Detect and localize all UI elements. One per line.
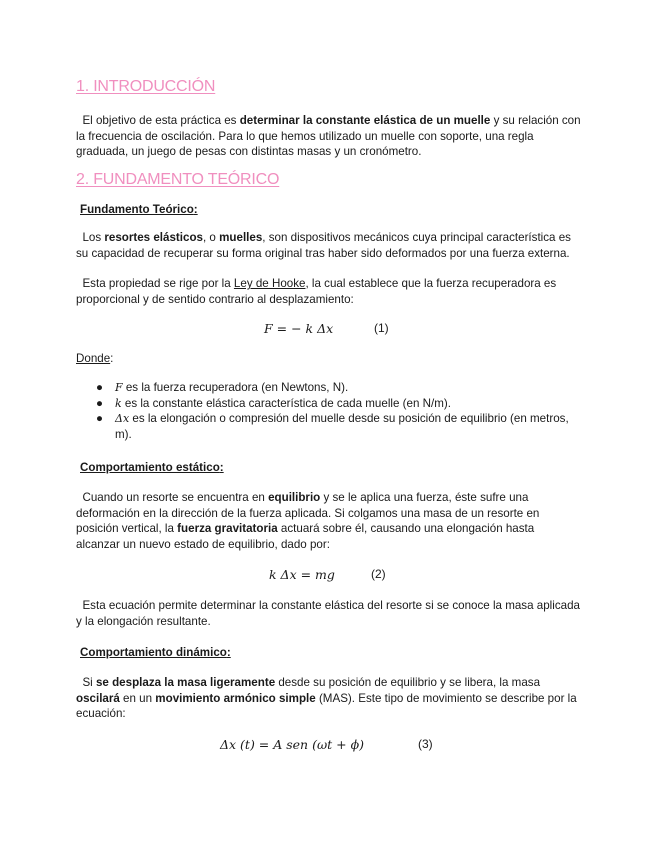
list-item-text: es la elongación o compresión del muelle desde su posición de equilibrio (en metros, m). [115, 412, 569, 441]
text-run: Si [82, 676, 96, 689]
equation-2: k Δx = mg [269, 567, 335, 582]
equation-3: Δx (t) = A sen (ωt + ϕ) [220, 737, 364, 752]
text-run: actuará sobre él, causando una elongación hasta alcanzar un nuevo estado de equilibrio, dado por: [76, 522, 535, 551]
text-run: , o [202, 231, 220, 244]
donde-text: Donde [76, 352, 111, 365]
hooke-link[interactable]: Ley de Hooke [233, 277, 306, 290]
equation-3-number: (3) [418, 737, 433, 751]
bold-run: equilibrio [268, 491, 321, 504]
bold-run: fuerza gravitatoria [177, 522, 278, 536]
text-run: Cuando un resorte se encuentra en [82, 491, 269, 504]
bold-run: muelles [219, 231, 263, 244]
bold-run: se desplaza la masa ligeramente [95, 676, 276, 689]
list-item [96, 380, 586, 396]
theory-paragraph-2 [76, 276, 581, 307]
bold-run: determinar la constante elástica de un muelle [239, 114, 491, 127]
theory-paragraph-1 [76, 230, 581, 261]
text-run: Los [82, 231, 105, 244]
text-run: , son dispositivos mecánicos cuya principal característica es su capacidad de recuperar su forma original tras haber sido deformados por una fuerza externa. [76, 231, 571, 260]
equation-2-number: (2) [371, 567, 386, 581]
text-run: Esta propiedad se rige por la [82, 277, 234, 290]
bold-run: movimiento armónico simple [155, 691, 316, 705]
bold-run: oscilará [76, 691, 120, 705]
donde-label: Donde: [76, 352, 114, 365]
list-item-text: es la constante elástica característica de cada muelle (en N/m). [121, 396, 451, 410]
subheading-comportamiento-estatico: Comportamiento estático: [80, 461, 224, 474]
bullet-icon: ● [96, 381, 104, 394]
list-item [96, 411, 586, 442]
subheading-text: Fundamento Teórico [80, 203, 194, 216]
text-run: El objetivo de esta práctica es [82, 114, 240, 127]
static-paragraph [76, 490, 581, 552]
section-title-fundamento: 2. FUNDAMENTO TEÓRICO [76, 171, 280, 188]
static-paragraph-2 [76, 598, 581, 629]
bold-run: resortes elásticos [104, 231, 203, 244]
subheading-text: Comportamiento estático [80, 461, 220, 474]
symbol: k [115, 396, 122, 410]
section-title-introduccion: 1. INTRODUCCIÓN [76, 78, 216, 95]
text-run: y se le aplica una fuerza, éste sufre una deformación en la dirección de la fuerza aplicada. Si colgamos una masa de un resorte en posición vertical, la [76, 491, 540, 536]
subheading-text: Comportamiento dinámico [80, 646, 227, 659]
variable-list [96, 380, 586, 442]
equation-1: F = − k Δx [264, 321, 334, 336]
text-run: desde su posición de equilibrio y se libera, la masa [275, 676, 541, 689]
text-run: Esta ecuación permite determinar la constante elástica del resorte si se conoce la masa aplicada y la elongación resultante. [76, 599, 580, 628]
subheading-comportamiento-dinamico: Comportamiento dinámico: [80, 646, 231, 659]
list-item [96, 396, 586, 412]
equation-1-number: (1) [374, 321, 389, 335]
text-run: , la cual establece que la fuerza recuperadora es proporcional y de sentido contrario al desplazamiento: [76, 277, 557, 306]
bullet-icon: ● [96, 412, 104, 426]
list-item-text: es la fuerza recuperadora (en Newtons, N). [122, 381, 349, 394]
text-run: y su relación con la frecuencia de oscilación. Para lo que hemos utilizado un muelle con soporte, una regla graduada, un juego de pesas con distintas masas y un cronómetro. [76, 114, 581, 159]
intro-paragraph [76, 113, 581, 160]
text-run: (MAS). Este tipo de movimiento se describe por la ecuación: [76, 691, 577, 721]
bullet-icon: ● [96, 396, 104, 410]
text-run: en un [119, 691, 156, 705]
symbol: Δx [115, 412, 130, 426]
subheading-fundamento-teorico: Fundamento Teórico: [80, 203, 198, 216]
dynamic-paragraph [76, 675, 581, 722]
symbol: F [115, 381, 123, 394]
